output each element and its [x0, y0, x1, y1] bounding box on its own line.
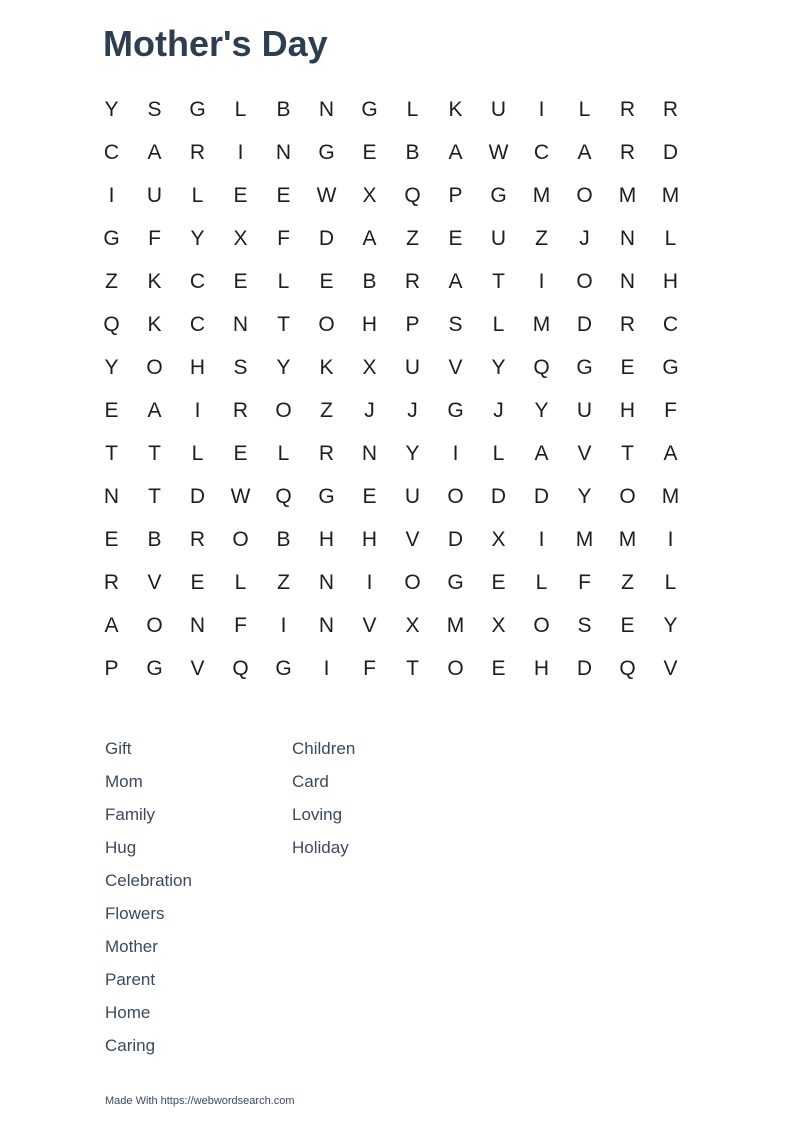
grid-cell: N: [619, 226, 636, 250]
grid-cell: I: [667, 527, 674, 551]
grid-cell: F: [578, 570, 591, 594]
grid-cell: E: [233, 441, 248, 465]
grid-cell: A: [104, 613, 119, 637]
grid-cell: V: [147, 570, 162, 594]
grid-cell: I: [108, 183, 115, 207]
grid-cell: U: [404, 484, 421, 508]
grid-cell: L: [492, 441, 505, 465]
grid-cell: O: [576, 269, 593, 293]
grid-cell: L: [664, 570, 677, 594]
grid-cell: K: [147, 312, 162, 336]
word-list-item: Flowers: [105, 904, 165, 923]
grid-cell: M: [575, 527, 594, 551]
grid-cell: T: [148, 484, 161, 508]
grid-cell: Y: [405, 441, 420, 465]
grid-cell: E: [491, 570, 506, 594]
grid-cell: D: [533, 484, 550, 508]
grid-cell: N: [189, 613, 206, 637]
grid-cell: O: [275, 398, 292, 422]
grid-cell: M: [532, 183, 551, 207]
grid-cell: V: [577, 441, 592, 465]
grid-cell: Y: [491, 355, 506, 379]
grid-cell: M: [661, 484, 680, 508]
grid-row: [90, 88, 692, 131]
grid-cell: K: [147, 269, 162, 293]
grid-cell: K: [448, 97, 463, 121]
grid-cell: O: [447, 656, 464, 680]
grid-cell: J: [407, 398, 418, 422]
grid-cell: N: [361, 441, 378, 465]
grid-cell: X: [405, 613, 420, 637]
grid-cell: L: [191, 441, 204, 465]
grid-cell: U: [576, 398, 593, 422]
grid-cell: O: [533, 613, 550, 637]
grid-cell: G: [146, 656, 163, 680]
word-list: [105, 732, 479, 1062]
grid-cell: D: [662, 140, 679, 164]
grid-cell: P: [448, 183, 463, 207]
grid-cell: D: [447, 527, 464, 551]
grid-cell: X: [362, 355, 377, 379]
word-list-item: Hug: [105, 838, 137, 857]
grid-cell: I: [538, 527, 545, 551]
grid-cell: D: [576, 656, 593, 680]
grid-cell: F: [148, 226, 161, 250]
grid-row: [90, 217, 692, 260]
grid-cell: L: [578, 97, 591, 121]
word-list-item: Loving: [292, 805, 343, 824]
grid-cell: L: [234, 97, 247, 121]
grid-cell: T: [621, 441, 634, 465]
grid-cell: A: [534, 441, 549, 465]
grid-cell: E: [190, 570, 205, 594]
grid-cell: Z: [406, 226, 419, 250]
grid-cell: R: [404, 269, 421, 293]
grid-cell: M: [618, 527, 637, 551]
grid-cell: C: [189, 269, 206, 293]
grid-cell: Y: [104, 355, 119, 379]
grid-cell: C: [662, 312, 679, 336]
grid-cell: H: [619, 398, 636, 422]
footer-credit: Made With https://webwordsearch.com: [105, 1095, 295, 1107]
grid-cell: A: [147, 398, 162, 422]
grid-cell: Y: [276, 355, 291, 379]
grid-cell: D: [490, 484, 507, 508]
grid-cell: B: [276, 97, 291, 121]
word-list-item: Mother: [105, 937, 158, 956]
grid-cell: U: [146, 183, 163, 207]
grid-cell: Y: [663, 613, 678, 637]
grid-cell: O: [318, 312, 335, 336]
grid-cell: Q: [103, 312, 120, 336]
grid-cell: E: [233, 269, 248, 293]
grid-row: [90, 346, 692, 389]
grid-cell: G: [447, 570, 464, 594]
grid-cell: S: [577, 613, 592, 637]
grid-cell: G: [361, 97, 378, 121]
grid-cell: D: [318, 226, 335, 250]
grid-cell: L: [191, 183, 204, 207]
grid-cell: C: [103, 140, 120, 164]
grid-cell: R: [318, 441, 335, 465]
grid-cell: R: [662, 97, 679, 121]
grid-cell: Q: [275, 484, 292, 508]
grid-cell: O: [576, 183, 593, 207]
grid-cell: E: [362, 484, 377, 508]
grid-row: [90, 131, 692, 174]
grid-cell: E: [276, 183, 291, 207]
grid-cell: G: [490, 183, 507, 207]
grid-cell: B: [405, 140, 420, 164]
grid-cell: L: [234, 570, 247, 594]
grid-cell: Z: [535, 226, 548, 250]
grid-cell: T: [492, 269, 505, 293]
word-list-item: Home: [105, 1003, 151, 1022]
grid-cell: E: [362, 140, 377, 164]
grid-cell: Q: [232, 656, 249, 680]
grid-cell: L: [535, 570, 548, 594]
grid-cell: A: [577, 140, 592, 164]
grid-row: [90, 475, 692, 518]
grid-cell: I: [366, 570, 373, 594]
word-list-item: Caring: [105, 1036, 156, 1055]
grid-cell: R: [619, 140, 636, 164]
grid-cell: Y: [534, 398, 549, 422]
grid-cell: T: [277, 312, 290, 336]
grid-cell: R: [189, 140, 206, 164]
grid-cell: I: [323, 656, 330, 680]
grid-cell: D: [189, 484, 206, 508]
grid-cell: I: [280, 613, 287, 637]
grid-cell: F: [664, 398, 677, 422]
grid-cell: U: [404, 355, 421, 379]
word-list-item: Mom: [105, 772, 143, 791]
grid-cell: M: [661, 183, 680, 207]
grid-cell: V: [362, 613, 377, 637]
grid-cell: U: [490, 226, 507, 250]
grid-cell: K: [319, 355, 334, 379]
grid-cell: S: [448, 312, 463, 336]
grid-cell: Q: [533, 355, 550, 379]
grid-row: [90, 432, 692, 475]
grid-cell: O: [447, 484, 464, 508]
grid-cell: A: [448, 269, 463, 293]
grid-cell: O: [619, 484, 636, 508]
grid-cell: S: [233, 355, 248, 379]
grid-cell: J: [364, 398, 375, 422]
grid-cell: Q: [404, 183, 421, 207]
grid-cell: E: [104, 398, 119, 422]
grid-cell: X: [491, 613, 506, 637]
grid-cell: E: [319, 269, 334, 293]
grid-cell: A: [147, 140, 162, 164]
grid-cell: B: [362, 269, 377, 293]
grid-cell: B: [276, 527, 291, 551]
grid-cell: G: [275, 656, 292, 680]
grid-cell: N: [103, 484, 120, 508]
grid-cell: E: [104, 527, 119, 551]
grid-cell: N: [275, 140, 292, 164]
grid-cell: I: [237, 140, 244, 164]
grid-cell: T: [148, 441, 161, 465]
grid-row: [90, 174, 692, 217]
grid-cell: I: [452, 441, 459, 465]
grid-row: [90, 647, 692, 690]
grid-cell: I: [194, 398, 201, 422]
grid-cell: P: [104, 656, 119, 680]
grid-cell: H: [361, 527, 378, 551]
grid-cell: L: [492, 312, 505, 336]
grid-cell: H: [189, 355, 206, 379]
grid-cell: N: [318, 97, 335, 121]
word-list-item: Holiday: [292, 838, 349, 857]
grid-cell: E: [491, 656, 506, 680]
grid-cell: Y: [104, 97, 119, 121]
grid-cell: W: [316, 183, 337, 207]
grid-cell: R: [189, 527, 206, 551]
grid-row: [90, 604, 692, 647]
grid-cell: L: [664, 226, 677, 250]
grid-cell: S: [147, 97, 162, 121]
grid-cell: Z: [621, 570, 634, 594]
grid-cell: J: [579, 226, 590, 250]
grid-cell: X: [491, 527, 506, 551]
grid-cell: T: [105, 441, 118, 465]
grid-cell: G: [576, 355, 593, 379]
grid-cell: C: [533, 140, 550, 164]
grid-row: [90, 260, 692, 303]
grid-cell: R: [619, 97, 636, 121]
word-list-item: Card: [292, 772, 329, 791]
grid-cell: E: [620, 613, 635, 637]
grid-row: [90, 303, 692, 346]
grid-cell: Y: [190, 226, 205, 250]
grid-cell: O: [404, 570, 421, 594]
grid-cell: E: [620, 355, 635, 379]
grid-cell: J: [493, 398, 504, 422]
word-list-item: Celebration: [105, 871, 192, 890]
grid-cell: M: [532, 312, 551, 336]
grid-cell: G: [189, 97, 206, 121]
grid-cell: A: [448, 140, 463, 164]
word-list-item: Gift: [105, 739, 132, 758]
grid-cell: T: [406, 656, 419, 680]
grid-cell: V: [663, 656, 678, 680]
word-list-column-1: [105, 732, 292, 1062]
grid-cell: F: [277, 226, 290, 250]
grid-cell: N: [619, 269, 636, 293]
grid-cell: P: [405, 312, 420, 336]
grid-cell: H: [533, 656, 550, 680]
grid-cell: B: [147, 527, 162, 551]
word-list-item: Children: [292, 739, 356, 758]
grid-cell: O: [146, 355, 163, 379]
grid-cell: X: [362, 183, 377, 207]
grid-cell: O: [232, 527, 249, 551]
grid-cell: N: [318, 570, 335, 594]
grid-cell: U: [490, 97, 507, 121]
page-title: Mother's Day: [103, 23, 328, 64]
word-list-item: Family: [105, 805, 156, 824]
grid-cell: A: [362, 226, 377, 250]
grid-cell: W: [230, 484, 251, 508]
grid-cell: F: [363, 656, 376, 680]
grid-row: [90, 389, 692, 432]
grid-cell: G: [662, 355, 679, 379]
grid-cell: L: [277, 269, 290, 293]
grid-cell: Q: [619, 656, 636, 680]
grid-cell: N: [318, 613, 335, 637]
grid-cell: L: [277, 441, 290, 465]
grid-cell: R: [103, 570, 120, 594]
grid-cell: X: [233, 226, 248, 250]
grid-cell: F: [234, 613, 247, 637]
word-list-column-2: [292, 732, 479, 1062]
grid-cell: H: [318, 527, 335, 551]
grid-cell: A: [663, 441, 678, 465]
grid-cell: M: [618, 183, 637, 207]
word-list-item: Parent: [105, 970, 156, 989]
letter-grid: [90, 88, 692, 690]
grid-cell: E: [448, 226, 463, 250]
grid-cell: H: [662, 269, 679, 293]
grid-cell: Z: [105, 269, 118, 293]
grid-cell: G: [318, 484, 335, 508]
grid-cell: H: [361, 312, 378, 336]
grid-cell: G: [318, 140, 335, 164]
grid-cell: Z: [277, 570, 290, 594]
grid-cell: M: [446, 613, 465, 637]
grid-cell: Z: [320, 398, 333, 422]
grid-cell: O: [146, 613, 163, 637]
grid-cell: R: [619, 312, 636, 336]
grid-row: [90, 518, 692, 561]
grid-cell: L: [406, 97, 419, 121]
grid-cell: Y: [577, 484, 592, 508]
grid-cell: I: [538, 269, 545, 293]
grid-cell: G: [103, 226, 120, 250]
grid-cell: R: [232, 398, 249, 422]
grid-cell: W: [488, 140, 509, 164]
grid-cell: V: [190, 656, 205, 680]
grid-row: [90, 561, 692, 604]
grid-cell: V: [448, 355, 463, 379]
grid-cell: N: [232, 312, 249, 336]
grid-cell: E: [233, 183, 248, 207]
grid-cell: I: [538, 97, 545, 121]
grid-cell: V: [405, 527, 420, 551]
grid-cell: C: [189, 312, 206, 336]
grid-cell: G: [447, 398, 464, 422]
grid-cell: D: [576, 312, 593, 336]
